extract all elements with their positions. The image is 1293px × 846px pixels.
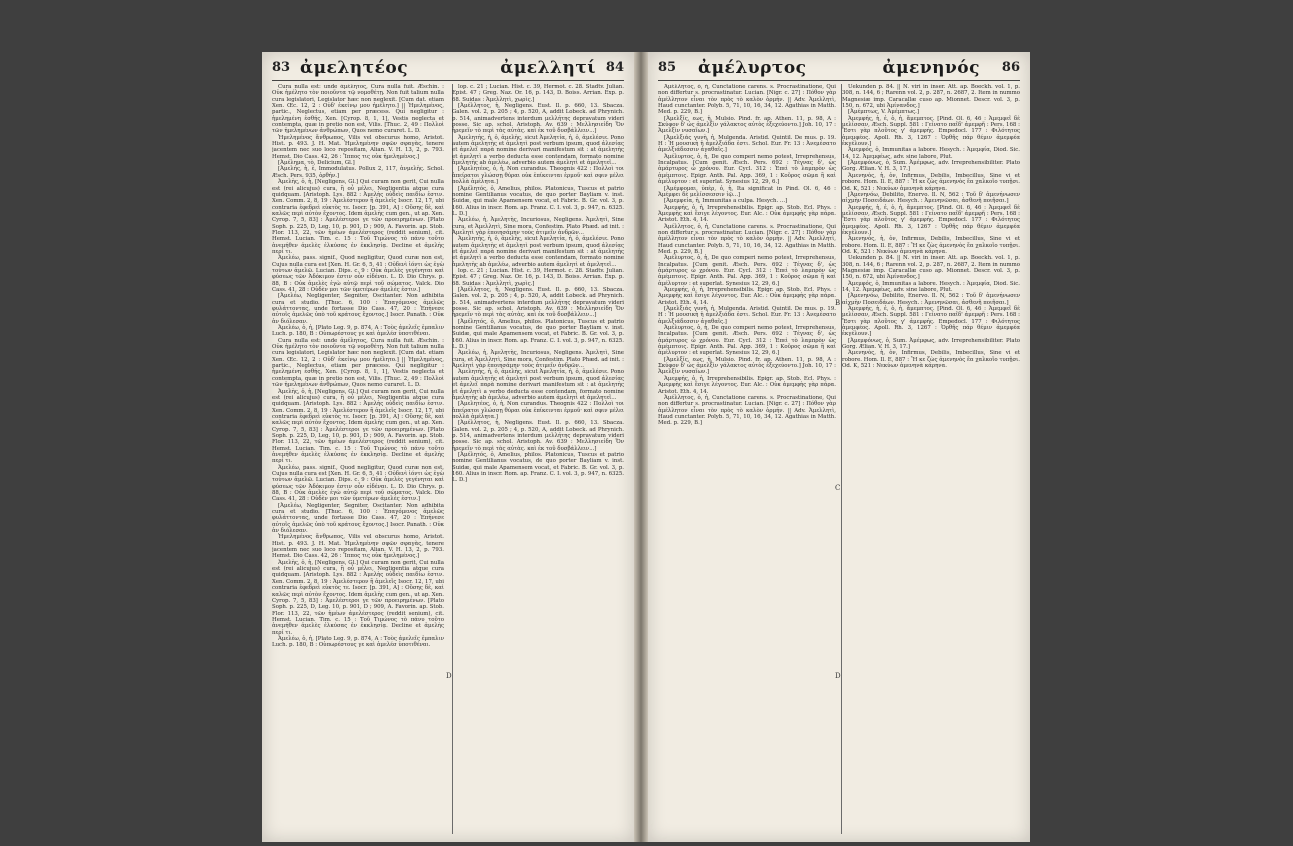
entry-paragraph: Ἀμελέω, ἡ, Ἀμελητὴς, Incuriosus, Negligens. Ἀμελητὶ, Sine cura, et Ἀμελλητὶ, Sine mora, Confestim. Plato Phæd. ad init. : Ἀμελητὶ γὰρ ἐποιησάμην τοὺς ἀτιμεῖν ἀνδρῶν... bbox=[452, 350, 624, 370]
entry-paragraph: Ἀμέλυρτος, ὁ, ἡ, De quo comperi nemo potest, Irreprehensus, Incalpatus. [Cum genit. Æsch. Pers. 692 : Τέγνας δ', ὡς ἀμάρτυρος ὦ χρόνου. Eur. Cycl. 312 : Ἐπεὶ τὸ λαμπρὸν ὡς ἀμέμπτοις. Epigr. Anth. Pal. App. 369, 1 : Κοῦρος σῶμα ἢ καὶ ἀμέλυρτον : et superlat. Synesius 12, 29, 6.] bbox=[658, 325, 836, 357]
entry-paragraph: Ἀμελέω, ὁ, ἡ, [Plato Leg. 9, p. 874, A : Τοὺς ἀμελεῖς ἐμπαλιν Luch. p. 180, B : Οὐπωρέστους γε καὶ ἀμελέσ ὑποτιθέναι. bbox=[272, 325, 444, 338]
margin-mark: B bbox=[835, 299, 841, 307]
entry-paragraph: Ἀμενηνὸς, ἡ, ὁν, Infirmus, Debilis, Imbecillus, Sine vi et robore. Hom. Il. E, 887 : Ἢ κε ζὼς ἀμενηνὸς ἔα χαλκοῖο τυπῇσι. Od. K, 521 : Νεκύων ἀμενηνὰ κάρηνα. bbox=[842, 350, 1020, 370]
entry-paragraph: Ἀμεμφής, ὁ, ἡ, Irreprehensibilis. Epigr. ap. Stob. Ecl. Phys. : Ἀμεμφὴς καὶ ἔσιγε λέγοντος. Eur. Alc. : Οὐκ ἀμεμφὴς γὰρ πάρα. Aristot. Eth. 4, 14. bbox=[658, 204, 836, 224]
entry-paragraph: [Ἀμελητέος, ὁ, ἡ, Non curandus. Theognis 422 : Πολλοὶ τοι ἀπείρατοι γλώσσῃ θύραι οὐκ ἐπίκεινται ἐρμοῦ· καὶ σφιν μέλει πολλὰ ἀμέλητα.] bbox=[452, 166, 624, 186]
entry-paragraph: [Ἀμελξίς, εως, ἡ, Mulsio. Pind. fr. ap. Athen. 11, p. 98, A : Σκύφον δ' ὡς ἀμελξὶν γάλακτος αὐτὸς ἐξεχεύοντο.] Joh. 10, 17 : Ἀμελξὶν νυσαῖων.] bbox=[658, 115, 836, 135]
entry-paragraph: [Ἀμεμφόνως, ὁ, Sum. Ἀμέμφως, adv. Irreprehensibiliter. Plato Gorg. Ælian. V. H. 3, 17.] bbox=[842, 337, 1020, 351]
entry-paragraph: [Ἀμεμφεία, ἡ, Immunitas a culpa. Hesych. ...] bbox=[664, 198, 788, 205]
entry-paragraph: [Ἀμέλλητος, ἡ, Negligens. Eust. Il. p. 660, 13. Sbacza. Galen. vol. 2, p. 205 ; 4, p. 520, A, addit Lobeck. ad Phrynich. p. 514, animadvertens interdum μελλήτης depravatum videri posse. Sic ap. schol. Aristoph. Av. 639 : Μελλησιείδη Ὄν ἠρεμεῖν τὸ περὶ τὰς αὐτὰς. καὶ ἐκ τοῦ δυσβάλλειν...] bbox=[452, 420, 624, 452]
entry-paragraph: [Ἀμελξιάς γυνὴ, ἡ, Mulgenda. Aristid. Quintil. De mus. p. 19. H : Ἡ μουσικὴ ἡ ἀμελξιάδα ἐστι. Schol. Eur. Fr. 13 : Ἀνεμέσατο ἀμελξιάδεσσιν ἀγαθαῖς.] bbox=[658, 306, 836, 325]
entry-paragraph: Ἀμέλλητος, ὁ, ἡ, Cunctatione carens. s. Procrastinatione, Qui non differtur s. procrastinatur. Lucian. [Nigr. c. 27] : Πόθον γὰρ ἀμέλλητον εἶναι τὸν πρὸς τὸ καλὸν ὁρμήν. || Adv. Ἀμελλητὶ, Haud cunctanter. Polyb. 5, 71, 10, 16, 34, 12. Agathias in Matth. Med. p. 229, B.] bbox=[658, 84, 836, 116]
entry-paragraph: Cura nulla est: unde ἀμέλητος, Cura nulla fuit. Æschin. : Οὐκ ἠμέλητο τὸν ποιοῦντα τῷ νομοθέτῃ. Non fuit talium nulla cura legislatori, Legislator hæc non neglexit. [Cum dat. etiam Xen. Œc. 12, 2 : Οὐδ' ἐκείνῳ μου ἠμέλητο.] || Ἠμελημένος, partic., Neglectus, etiam per præcess. Qui negligitur : ἠμελημένη ἐσθής, Xen. [Cyrop. 8, 1, 1], Vestis neglecta et contempta, quæ in pretio non est, Vilis. [Thuc. 2, 49 : Πολλοὶ τῶν ἠμελημένων ἀνθρώπων, Quos nemo curaret. L. D. bbox=[272, 337, 444, 389]
entry-paragraph: [Ἀμέλημα, τὸ, Delicium, Gl.] bbox=[278, 160, 355, 167]
left-column-b bbox=[452, 84, 624, 834]
entry-paragraph: Ἀμελὴς, ὁ, ἡ, [Negligens, Gl.] Qui curam non gerit, Cui nulla est (rei alicujus) cura, ἢ οὗ μέλει, Negligentia atque cura quidquam. [Aristoph. Lys. 882 : Ἀμελὴς οὐδεὶς παιδίω ἐστιν. Xen. Comm. 2, 8, 19 : Ἀμελέστερον ἢ ἀμελεῖς Isocr. 12, 17, ubi contraria ἐφεδρεὶ εὐκτὸς τε. Isocr. [p. 391, A] : Οὔσης δὲ, καὶ καλῶς περὶ αὐτὸν ἔχοντος. Idem ἀμελὴς cum gen., ut ap. Xen. Cyrop. 7, 5, 83] : Ἀμελέστεροι γε τῶν προειρημένων. [Plato Soph. p. 225, D, Leg. 10, p. 901, D ; 909, A. Favorin. ap. Stob. Flor. 113, 22, τῶν ἡμέων ἀμελέστερος (reddit senium), cit. Hemst. Lucian. Tim. c. 15 : Τοῦ Τιμώνος τὸ πάνυ τοῦτο ἀνεμήθεν ἀμελὲς ἑλκύσας ἐν ἐκκλησίᾳ. Decline et ἀμελὴς περί τι. bbox=[272, 559, 444, 636]
book-gutter bbox=[634, 52, 648, 842]
entry-paragraph: [Ἀμενηνόω, Debilito, Enervo. Il. N, 562 : Τοῦ δ' ἀμενήνωσεν αἰχμὴν Ποσειδάων. Hesych. : Ἀμενηνῶσαι, ἀσθενῆ ποιῆσαι.] bbox=[842, 191, 1020, 205]
left-page bbox=[262, 52, 634, 842]
entry-paragraph: Ἠμελημένος ἄνθρωπος, Vilis vel obscurus homo, Aristot. Hist. p. 493. J. H. Mat. Ἠμελημένην σφῶν σφαγὰς, tenere jacentem nec suo loco repositam, Alian. V. H. 13, 2, p. 793. Hemst. Dio Cass. 42, 26 : Ἵππος τις οὐκ ἠμελημένος.] bbox=[272, 134, 444, 160]
right-column-a bbox=[658, 84, 836, 834]
entry-paragraph: Ἀμέλυρτος, ὁ, ἡ, De quo comperi nemo potest, Irreprehensus, Incalpatus. [Cum genit. Æsch. Pers. 692 : Τέγνας δ', ὡς ἀμάρτυρος ὦ χρόνου. Eur. Cycl. 312 : Ἐπεὶ τὸ λαμπρὸν ὡς ἀμέμπτοις. Epigr. Anth. Pal. App. 369, 1 : Κοῦρος σῶμα ἢ καὶ ἀμέλυρτον : et superlat. Synesius 12, 29, 6.] bbox=[658, 255, 836, 287]
entry-paragraph: lop. c. 21 ; Lucian. Hist. c. 39, Hermot. c. 28. Stadtv. Julian. Epist. 47 ; Greg. Naz. Or. 16, p. 143, D. Boiss. Arrian. Exp. p. 68. Suidas : Ἀμελλητὶ, χωρὶς.] bbox=[452, 267, 624, 287]
entry-paragraph: [Ἀμέλητός, ὁ, Amelius, philos. Platonicus, Tuscus et patrio nomine Gentilianus vocatus, de quo porter Bayliam v. inst. Suidæ, qui male Apamensem vocat, et Fabric. B. Gr. vol. 3, p. 160. Alius in inscr. Rom. ap. Franz. C. I. vol. 3, p. 947, n. 6325. L. D.] bbox=[452, 451, 624, 484]
entry-paragraph: Ἀμεμφής, ἡ, ἑ, ὁ, ἡ, ἄμεμπτος. [Pind. Ol. 6, 46 : Ἀμεμφεῖ δὲ μελίσσαν, Æsch. Suppl. 581 : Γείνατο παῖδ' ἀμεμφῆ : Pers. 168 : Ἔστι γὰρ πλοῦτος γ' ἀμεμφής. Empedocl. 177 : Φιλότητος ἀμεμφέος. Apoll. Rh. 3, 1267 : Ὁρθῆς πάρ θέμιν ἀμεμφέα ἐκγέλουν.] bbox=[842, 115, 1020, 148]
entry-paragraph: Ἀμελὴς, ὁ, ἡ, [Negligens, Gl.] Qui curam non gerit, Cui nulla est (rei alicujus) cura, ἢ οὗ μέλει, Negligentia atque cura quidquam. [Aristoph. Lys. 882 : Ἀμελὴς οὐδεὶς παιδίω ἐστιν. Xen. Comm. 2, 8, 19 : Ἀμελέστερον ἢ ἀμελεῖς Isocr. 12, 17, ubi contraria ἐφεδρεὶ εὐκτὸς τε. Isocr. [p. 391, A] : Οὔσης δὲ, καὶ καλῶς περὶ αὐτὸν ἔχοντος. Idem ἀμελὴς cum gen., ut ap. Xen. Cyrop. 7, 5, 83] : Ἀμελέστεροι γε τῶν προειρημένων. [Plato Soph. p. 225, D, Leg. 10, p. 901, D ; 909, A. Favorin. ap. Stob. Flor. 113, 22, τῶν ἡμέων ἀμελέστερος (reddit senium), cit. Hemst. Lucian. Tim. c. 15 : Τοῦ Τιμώνος τὸ πάνυ τοῦτο ἀνεμήθεν ἀμελὲς ἑλκύσας ἐν ἐκκλησίᾳ. Decline et ἀμελὴς περί τι. bbox=[272, 388, 444, 465]
entry-paragraph: [Ἀμελξίς, εως, ἡ, Mulsio. Pind. fr. ap. Athen. 11, p. 98, A : Σκύφον δ' ὡς ἀμελξὶν γάλακτος αὐτὸς ἐξεχεύοντο.] Joh. 10, 17 : Ἀμελξὶν νυσαῖων.] bbox=[658, 356, 836, 376]
entry-paragraph: [Ἀμελέω, Negligenter, Segniter, Oscitanter. Non adhibita cura et studio. [Thuc. 6, 100 : Ἐπαγόμενος ἀμελῶς φυλάττοντας, unde fortasse Dio Cass. 47, 20 : Ἐπήνεσε αὐτοῖς ἀμελῶς ὑπὸ τοῦ κράτους ἔχοντος.] Isocr. Panath. : Οὐκ ἀν διόλεσαν. bbox=[272, 293, 444, 325]
page-number-84: 84 bbox=[605, 60, 624, 75]
entry-paragraph: [Ἀμέλλητος, ἡ, Negligens. Eust. Il. p. 660, 13. Sbacza. Galen. vol. 2, p. 205 ; 4, p. 520, A, addit Lobeck. ad Phrynich. p. 514, animadvertens interdum μελλήτης depravatum videri posse. Sic ap. schol. Aristoph. Av. 639 : Μελλησιείδη Ὄν ἠρεμεῖν τὸ περὶ τὰς αὐτὰς. καὶ ἐκ τοῦ δυσβάλλειν...] bbox=[452, 103, 624, 135]
entry-paragraph: [Ἀμέλλητος, ἡ, Negligens. Eust. Il. p. 660, 13. Sbacza. Galen. vol. 2, p. 205 ; 4, p. 520, A, addit Lobeck. ad Phrynich. p. 514, animadvertens interdum μελλήτης depravatum videri posse. Sic ap. schol. Aristoph. Av. 639 : Μελλησιείδη Ὄν ἠρεμεῖν τὸ περὶ τὰς αὐτὰς. καὶ ἐκ τοῦ δυσβάλλειν...] bbox=[452, 287, 624, 319]
entry-paragraph: Ἀμενηνὸς, ἡ, ὁν, Infirmus, Debilis, Imbecillus, Sine vi et robore. Hom. Il. E, 887 : Ἢ κε ζὼς ἀμενηνὸς ἔα χαλκοῖο τυπῇσι. Od. K, 521 : Νεκύων ἀμενηνὰ κάρηνα. bbox=[842, 236, 1020, 255]
left-page-header bbox=[272, 58, 624, 81]
entry-paragraph: Ἠμελημένος ἄνθρωπος, Vilis vel obscurus homo, Aristot. Hist. p. 493. J. H. Mat. Ἠμελημένην σφῶν σφαγὰς, tenere jacentem nec suo loco repositam, Alian. V. H. 13, 2, p. 793. Hemst. Dio Cass. 42, 26 : Ἵππος τις οὐκ ἠμελημένος.] bbox=[272, 534, 444, 560]
entry-paragraph: [Ἀμέμπτως, V. Ἀμέμπτως.] bbox=[848, 109, 919, 116]
entry-paragraph: [Ἀμελητέος, ὁ, ἡ, Non curandus. Theognis 422 : Πολλοὶ τοι ἀπείρατοι γλώσσῃ θύραι οὐκ ἐπίκεινται ἐρμοῦ· καὶ σφιν μέλει πολλὰ ἀμέλητα.] bbox=[452, 401, 624, 420]
entry-paragraph: [Ἀμελξιάς γυνὴ, ἡ, Mulgenda. Aristid. Quintil. De mus. p. 19. H : Ἡ μουσικὴ ἡ ἀμελξιάδα ἐστι. Schol. Eur. Fr. 13 : Ἀνεμέσατο ἀμελξιάδεσσιν ἀγαθαῖς.] bbox=[658, 134, 836, 154]
entry-paragraph: Ἀμέλλητος, ὁ, ἡ, Cunctatione carens. s. Procrastinatione, Qui non differtur s. procrastinatur. Lucian. [Nigr. c. 27] : Πόθον γὰρ ἀμέλλητον εἶναι τὸν πρὸς τὸ καλὸν ὁρμήν. || Adv. Ἀμελλητὶ, Haud cunctanter. Polyb. 5, 71, 10, 16, 34, 12. Agathias in Matth. Med. p. 229, B.] bbox=[658, 223, 836, 255]
entry-paragraph: Ἀμελέω, pass. signif., Quod negligitur, Quod curæ non est, Cujus nulla cura est [Xen. H. Gr. 6, 5, 41 : Οὐδενὶ ἰόντι ὡς ἐγὼ τούτων ἀμελῶ. Lucian. Dips. c. 9 : Οὐκ ἀμελὲς γεγένηται καὶ φύσεως τῶν Ἀδόκιμον ἐστιν οὖν εἰδέναι. L. D. Dio Chrys. p. 88, B : Οὐκ ἀμελὲς ἐγὼ αὐτῷ περὶ τοῦ σώματος. Valck. Dio Cass. 41, 28 : Οὐδὲν μοι τῶν ὑμετέρων ἀμελὲς ἐστιν.] bbox=[272, 255, 444, 293]
entry-paragraph: [Ἀμέμφομαι, ὑπὲρ, ὁ, ἡ, Ita significat in Pind. Ol. 6, 46 : Ἀμέμφει δὲ μελίσσεσσιν ἰῷ...] bbox=[658, 185, 836, 198]
entry-paragraph: Ἀμελέω, ἡ, Ἀμελητὴς, Incuriosus, Negligens. Ἀμελητὶ, Sine cura, et Ἀμελλητὶ, Sine mora, Confestim. Plato Phæd. ad init. : Ἀμελητὶ γὰρ ἐποιησάμην τοὺς ἀτιμεῖν ἀνδρῶν... bbox=[452, 217, 624, 236]
headword-left: ἀμέλυρτος bbox=[698, 58, 807, 78]
entry-paragraph: [Ἀμενηνόω, Debilito, Enervo. Il. N, 562 : Τοῦ δ' ἀμενήνωσεν αἰχμὴν Ποσειδάων. Hesych. : Ἀμενηνῶσαι, ἀσθενῆ ποιῆσαι.] bbox=[842, 293, 1020, 306]
entry-paragraph: [Ἀμελέω, Negligenter, Segniter, Oscitanter. Non adhibita cura et studio. [Thuc. 6, 100 : Ἐπαγόμενος ἀμελῶς φυλάττοντας, unde fortasse Dio Cass. 47, 20 : Ἐπήνεσε αὐτοῖς ἀμελῶς ὑπὸ τοῦ κράτους ἔχοντος.] Isocr. Panath. : Οὐκ ἀν διόλεσαν. bbox=[272, 502, 444, 535]
entry-paragraph: Ἀμελέω, pass. signif., Quod negligitur, Quod curæ non est, Cujus nulla cura est [Xen. H. Gr. 6, 5, 41 : Οὐδενὶ ἰόντι ὡς ἐγὼ τούτων ἀμελῶ. Lucian. Dips. c. 9 : Οὐκ ἀμελὲς γεγένηται καὶ φύσεως τῶν Ἀδόκιμον ἐστιν οὖν εἰδέναι. L. D. Dio Chrys. p. 88, B : Οὐκ ἀμελὲς ἐγὼ αὐτῷ περὶ τοῦ σώματος. Valck. Dio Cass. 41, 28 : Οὐδὲν μοι τῶν ὑμετέρων ἀμελὲς ἐστιν.] bbox=[272, 464, 444, 503]
page-number-85: 85 bbox=[658, 60, 677, 75]
headword-left: ἀμελητέος bbox=[300, 58, 409, 78]
entry-paragraph: Ἀμεμφής, ἡ, ἑ, ὁ, ἡ, ἄμεμπτος. [Pind. Ol. 6, 46 : Ἀμεμφεῖ δὲ μελίσσαν, Æsch. Suppl. 581 : Γείνατο παῖδ' ἀμεμφῆ : Pers. 168 : Ἔστι γὰρ πλοῦτος γ' ἀμεμφής. Empedocl. 177 : Φιλότητος ἀμεμφέος. Apoll. Rh. 3, 1267 : Ὁρθῆς πάρ θέμιν ἀμεμφέα ἐκγέλουν.] bbox=[842, 204, 1020, 236]
entry-paragraph: Ἀμεμφός, ὁ, Immunitas a labore. Hesych. : Ἀμεμφία, Diod. Sic. 14, 12. Ἀμεμφέως, adv. sine labore, Plut. bbox=[842, 147, 1020, 160]
entry-paragraph: Ἀμεμφός, ὁ, Immunitas a labore. Hesych. : Ἀμεμφία, Diod. Sic. 14, 12. Ἀμεμφέως, adv. sine labore, Plut. bbox=[842, 280, 1020, 293]
page-number-83: 83 bbox=[272, 60, 291, 75]
entry-paragraph: [Ἀμελής, ἡ, ἑ, Immodulatus. Pollux 2, 117, ἀνμελὴς. Schol. Æsch. Pers. 935, ὀρθήν.] bbox=[272, 166, 444, 179]
entry-paragraph: [Ἀμεμφόνως, ὁ, Sum. Ἀμέμφως, adv. Irreprehensibiliter. Plato Gorg. Ælian. V. H. 3, 17.] bbox=[842, 160, 1020, 173]
margin-mark: D bbox=[446, 672, 452, 680]
left-column-a bbox=[272, 84, 444, 834]
entry-paragraph: Ἀμελητὴς, ἡ, ὁ, ἀμελὴς, sicut Ἀμελητία, ἡ, ὁ, ἀμελέσιε. Pono autem ἀμελητὴς et ἀμελητὶ post verbum ipsum, quod ἀλεσίας et ἀμελεῖ παρὰ nomine derivari manifestum sit : at ἀμελητὴς et ἀμελητὶ a verbo deducta esse contendam, formato nomine ἀμελητὴς ab ἀμελέω, adverbio autem ἀμελητὶ et ἀμελητεῖ... bbox=[452, 134, 624, 167]
entry-paragraph: Ἀμελητὴς, ἡ, ὁ, ἀμελὴς, sicut Ἀμελητία, ἡ, ὁ, ἀμελέσιε. Pono autem ἀμελητὴς et ἀμελητὶ post verbum ipsum, quod ἀλεσίας et ἀμελεῖ παρὰ nomine derivari manifestum sit : at ἀμελητὴς et ἀμελητὶ a verbo deducta esse contendam, formato nomine ἀμελητὴς ab ἀμελέω, adverbio autem ἀμελητὶ et ἀμελητεῖ... bbox=[452, 236, 624, 268]
entry-paragraph: Ἀμενηνὸς, ἡ, ὁν, Infirmus, Debilis, Imbecillus, Sine vi et robore. Hom. Il. E, 887 : Ἢ κε ζὼς ἀμενηνὸς ἔα χαλκοῖο τυπῇσι. Od. K, 521 : Νεκύων ἀμενηνὰ κάρηνα. bbox=[842, 172, 1020, 192]
entry-paragraph: Ἀμεμφής, ἡ, ἑ, ὁ, ἡ, ἄμεμπτος. [Pind. Ol. 6, 46 : Ἀμεμφεῖ δὲ μελίσσαν, Æsch. Suppl. 581 : Γείνατο παῖδ' ἀμεμφῆ : Pers. 168 : Ἔστι γὰρ πλοῦτος γ' ἀμεμφής. Empedocl. 177 : Φιλότητος ἀμεμφέος. Apoll. Rh. 3, 1267 : Ὁρθῆς πάρ θέμιν ἀμεμφέα ἐκγέλουν.] bbox=[842, 306, 1020, 338]
entry-paragraph: [Ἀμέλητός, ὁ, Amelius, philos. Platonicus, Tuscus et patrio nomine Gentilianus vocatus, de quo porter Bayliam v. inst. Suidæ, qui male Apamensem vocat, et Fabric. B. Gr. vol. 3, p. 160. Alius in inscr. Rom. ap. Franz. C. I. vol. 3, p. 947, n. 6325. L. D.] bbox=[452, 185, 624, 217]
entry-paragraph: Ἀμελὴς, ὁ, ἡ, [Negligens, Gl.] Qui curam non gerit, Cui nulla est (rei alicujus) cura, ἢ οὗ μέλει, Negligentia atque cura quidquam. [Aristoph. Lys. 882 : Ἀμελὴς οὐδεὶς παιδίω ἐστιν. Xen. Comm. 2, 8, 19 : Ἀμελέστερον ἢ ἀμελεῖς Isocr. 12, 17, ubi contraria ἐφεδρεὶ εὐκτὸς τε. Isocr. [p. 391, A] : Οὔσης δὲ, καὶ καλῶς περὶ αὐτὸν ἔχοντος. Idem ἀμελὴς cum gen., ut ap. Xen. Cyrop. 7, 5, 83] : Ἀμελέστεροι γε τῶν προειρημένων. [Plato Soph. p. 225, D, Leg. 10, p. 901, D ; 909, A. Favorin. ap. Stob. Flor. 113, 22, τῶν ἡμέων ἀμελέστερος (reddit senium), cit. Hemst. Lucian. Tim. c. 15 : Τοῦ Τιμώνος τὸ πάνυ τοῦτο ἀνεμήθεν ἀμελὲς ἑλκύσας ἐν ἐκκλησίᾳ. Decline et ἀμελὴς περί τι. bbox=[272, 179, 444, 255]
entry-paragraph: Uekunden p. 84. || N. viri in inser. Att. ap. Boeckh. vol. 1, p. 308, n. 144, 6 ; Rarenn vol. 2, p. 287, n. 2687, 2. Item in nummo Magnesiæ imp. Caracallæ cuso ap. Mionnet. Descr. vol. 3, p. 150, n. 672, ubi Ἀμίνανδος.] bbox=[842, 84, 1020, 110]
entry-paragraph: Ἀμέλλητος, ὁ, ἡ, Cunctatione carens. s. Procrastinatione, Qui non differtur s. procrastinatur. Lucian. [Nigr. c. 27] : Πόθον γὰρ ἀμέλλητον εἶναι τὸν πρὸς τὸ καλὸν ὁρμήν. || Adv. Ἀμελλητὶ, Haud cunctanter. Polyb. 5, 71, 10, 16, 34, 12. Agathias in Matth. Med. p. 229, B.] bbox=[658, 394, 836, 427]
entry-paragraph: lop. c. 21 ; Lucian. Hist. c. 39, Hermot. c. 28. Stadtv. Julian. Epist. 47 ; Greg. Naz. Or. 16, p. 143, D. Boiss. Arrian. Exp. p. 68. Suidas : Ἀμελλητὶ, χωρὶς.] bbox=[452, 84, 624, 103]
entry-paragraph: Ἀμελέω, ὁ, ἡ, [Plato Leg. 9, p. 874, A : Τοὺς ἀμελεῖς ἐμπαλιν Luch. p. 180, B : Οὐπωρέστους γε καὶ ἀμελέσ ὑποτιθέναι. bbox=[272, 635, 444, 649]
headword-right: ἀμελλητί bbox=[500, 58, 596, 78]
page-number-86: 86 bbox=[1001, 60, 1020, 75]
headword-right: ἀμενηνός bbox=[882, 58, 980, 78]
margin-mark: D bbox=[835, 672, 841, 680]
entry-paragraph: Uekunden p. 84. || N. viri in inser. Att. ap. Boeckh. vol. 1, p. 308, n. 144, 6 ; Rarenn vol. 2, p. 287, n. 2687, 2. Item in nummo Magnesiæ imp. Caracallæ cuso ap. Mionnet. Descr. vol. 3, p. 150, n. 672, ubi Ἀμίνανδος.] bbox=[842, 255, 1020, 281]
margin-mark: C bbox=[835, 484, 841, 492]
right-page-columns bbox=[658, 84, 1020, 834]
right-column-b bbox=[842, 84, 1020, 834]
entry-paragraph: Cura nulla est: unde ἀμέλητος, Cura nulla fuit. Æschin. : Οὐκ ἠμέλητο τὸν ποιοῦντα τῷ νομοθέτῃ. Non fuit talium nulla cura legislatori, Legislator hæc non neglexit. [Cum dat. etiam Xen. Œc. 12, 2 : Οὐδ' ἐκείνῳ μου ἠμέλητο.] || Ἠμελημένος, partic., Neglectus, etiam per præcess. Qui negligitur : ἠμελημένη ἐσθής, Xen. [Cyrop. 8, 1, 1], Vestis neglecta et contempta, quæ in pretio non est, Vilis. [Thuc. 2, 49 : Πολλοὶ τῶν ἠμελημένων ἀνθρώπων, Quos nemo curaret. L. D. bbox=[272, 84, 444, 135]
entry-paragraph: Ἀμεμφής, ὁ, ἡ, Irreprehensibilis. Epigr. ap. Stob. Ecl. Phys. : Ἀμεμφὴς καὶ ἔσιγε λέγοντος. Eur. Alc. : Οὐκ ἀμεμφὴς γὰρ πάρα. Aristot. Eth. 4, 14. bbox=[658, 375, 836, 395]
right-page-header bbox=[658, 58, 1020, 81]
entry-paragraph: [Ἀμέλητός, ὁ, Amelius, philos. Platonicus, Tuscus et patrio nomine Gentilianus vocatus, de quo porter Bayliam v. inst. Suidæ, qui male Apamensem vocat, et Fabric. B. Gr. vol. 3, p. 160. Alius in inscr. Rom. ap. Franz. C. I. vol. 3, p. 947, n. 6325. L. D.] bbox=[452, 318, 624, 351]
left-page-columns bbox=[272, 84, 624, 834]
entry-paragraph: Ἀμέλυρτος, ὁ, ἡ, De quo comperi nemo potest, Irreprehensus, Incalpatus. [Cum genit. Æsch. Pers. 692 : Τέγνας δ', ὡς ἀμάρτυρος ὦ χρόνου. Eur. Cycl. 312 : Ἐπεὶ τὸ λαμπρὸν ὡς ἀμέμπτοις. Epigr. Anth. Pal. App. 369, 1 : Κοῦρος σῶμα ἢ καὶ ἀμέλυρτον : et superlat. Synesius 12, 29, 6.] bbox=[658, 153, 836, 186]
right-page bbox=[648, 52, 1030, 842]
entry-paragraph: Ἀμεμφής, ὁ, ἡ, Irreprehensibilis. Epigr. ap. Stob. Ecl. Phys. : Ἀμεμφὴς καὶ ἔσιγε λέγοντος. Eur. Alc. : Οὐκ ἀμεμφὴς γὰρ πάρα. Aristot. Eth. 4, 14. bbox=[658, 287, 836, 306]
entry-paragraph: Ἀμελητὴς, ἡ, ὁ, ἀμελὴς, sicut Ἀμελητία, ἡ, ὁ, ἀμελέσιε. Pono autem ἀμελητὴς et ἀμελητὶ post verbum ipsum, quod ἀλεσίας et ἀμελεῖ παρὰ nomine derivari manifestum sit : at ἀμελητὴς et ἀμελητὶ a verbo deducta esse contendam, formato nomine ἀμελητὴς ab ἀμελέω, adverbio autem ἀμελητὶ et ἀμελητεῖ... bbox=[452, 369, 624, 401]
